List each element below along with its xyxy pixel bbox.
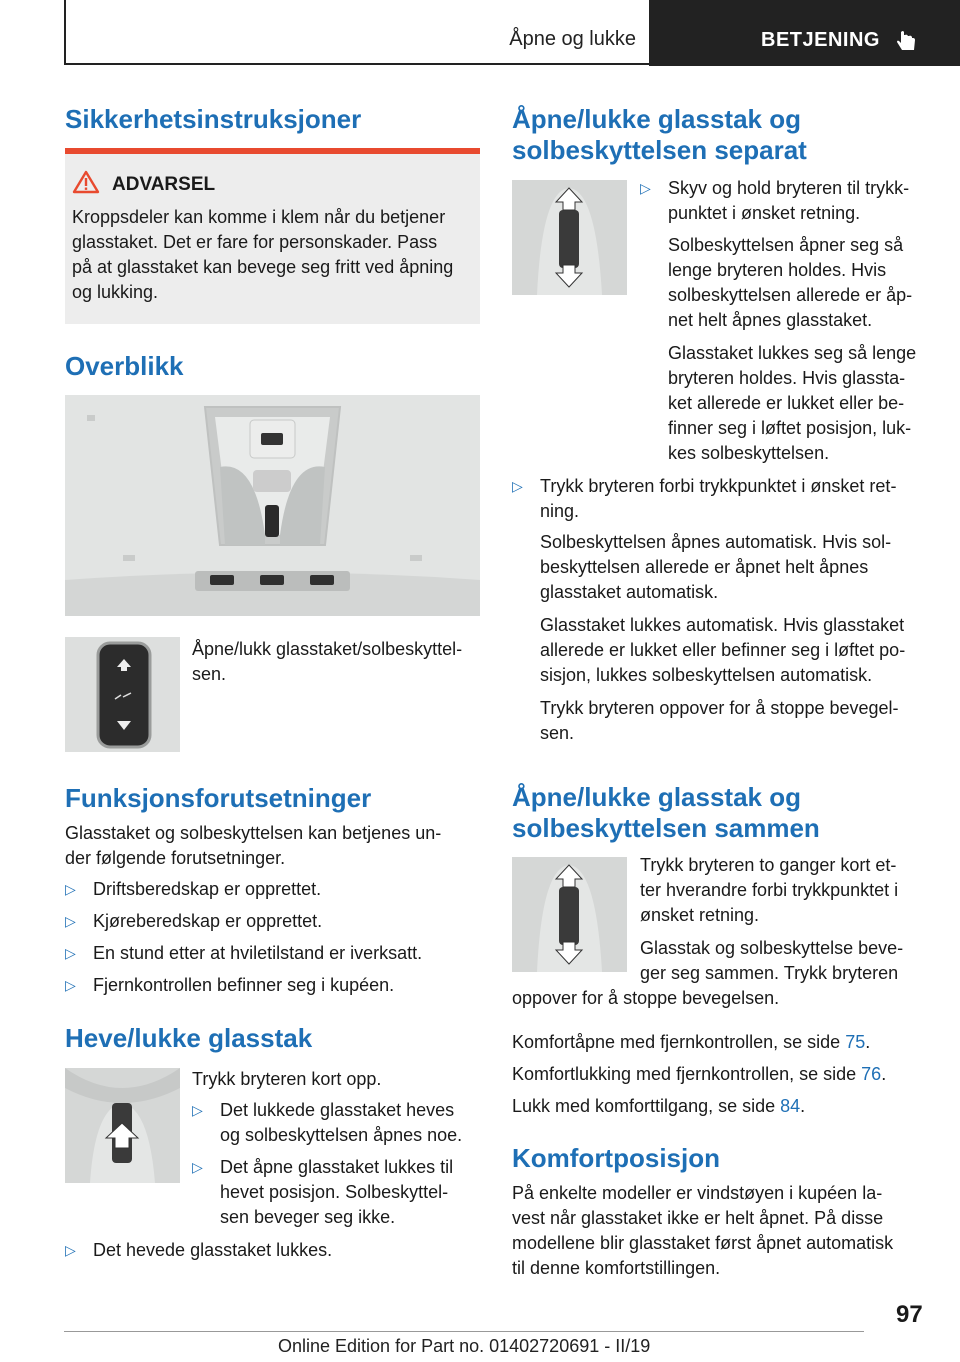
separate-para: bryteren holdes. Hvis glassta- [668,368,906,388]
separate-para: Glasstaket lukkes automatisk. Hvis glasstaket [540,615,905,635]
header-rule-horizontal [64,63,649,65]
separate-para: net helt åpnes glasstaket. [668,310,873,330]
cross-reference: Lukk med komforttilgang, se side 84. [512,1096,806,1116]
warning-line: glasstaket. Det er fare for personskader. Pass [72,232,438,252]
safety-heading: Sikkerhetsinstruksjoner [65,104,362,134]
separate-heading-line: Åpne/lukke glasstak og [512,104,801,134]
together-heading-line: solbeskyttelsen sammen [512,813,820,843]
prereq-item: ▷ En stund etter at hviletilstand er iverksatt. [65,941,480,966]
prereq-intro-line: der følgende forutsetninger. [65,848,286,868]
together-line: ger seg sammen. Trykk bryteren [640,963,899,983]
separate-item: ▷ Skyv og hold bryteren til trykk- punktet i ønsket retning. [640,178,910,223]
together-heading-line: Åpne/lukke glasstak og [512,782,801,812]
bullet-triangle-icon: ▷ [65,913,76,929]
together-switch-image [512,857,627,972]
separate-para: lenge bryteren holdes. Hvis [668,260,887,280]
comfort-line: til denne komfortstillingen. [512,1258,721,1278]
together-line: oppover for å stoppe bevegelsen. [512,988,780,1008]
separate-heading-line: solbeskyttelsen separat [512,135,807,165]
raise-intro: Trykk bryteren kort opp. [192,1069,382,1089]
raise-item: ▷ Det åpne glasstaket lukkes til hevet posisjon. Solbeskyttel- sen beveger seg ikke. [192,1157,454,1227]
warning-line: på at glasstaket kan bevege seg fritt ved åpning [72,257,454,277]
separate-para: solbeskyttelsen allerede er åp- [668,285,913,305]
comfort-line: vest når glasstaket ikke er helt åpnet. På disse [512,1208,884,1228]
cross-reference: Komfortåpne med fjernkontrollen, se side 75. [512,1032,871,1052]
comfort-heading: Komfortposisjon [512,1143,720,1173]
separate-para: finner seg i løftet posisjon, luk- [668,418,912,438]
page-link[interactable]: 84 [780,1096,801,1116]
bullet-triangle-icon: ▷ [65,977,76,993]
raise-item: ▷ Det lukkede glasstaket heves og solbeskyttelsen åpnes noe. [192,1100,463,1145]
roof-switch-image [65,637,180,752]
together-line: Trykk bryteren to ganger kort et- [640,855,897,875]
header-chapter-tab [649,0,960,66]
cross-reference: Komfortlukking med fjernkontrollen, se side 76. [512,1064,887,1084]
header-rule-vertical [64,0,66,64]
warning-line: og lukking. [72,282,159,302]
separate-para: Trykk bryteren oppover for å stoppe bevegel- [540,698,899,718]
together-line: ter hverandre forbi trykkpunktet i [640,880,899,900]
prereq-item: ▷ Kjøreberedskap er opprettet. [65,909,480,934]
page-link[interactable]: 76 [861,1064,882,1084]
switch-caption-line: Åpne/lukk glasstaket/solbeskyttel- [192,639,463,659]
bullet-triangle-icon: ▷ [192,1159,203,1175]
roof-console-image [65,395,480,616]
bullet-triangle-icon: ▷ [512,478,523,494]
separate-para: Solbeskyttelsen åpner seg så [668,235,904,255]
bullet-triangle-icon: ▷ [192,1102,203,1118]
bullet-triangle-icon: ▷ [65,945,76,961]
warning-label: ADVARSEL [112,174,216,195]
separate-para: Glasstaket lukkes seg så lenge [668,343,917,363]
separate-para: beskyttelsen allerede er åpnet helt åpnes [540,557,869,577]
header-chapter-title: BETJENING [761,29,880,51]
separate-para: allerede er lukket eller befinner seg i løftet po- [540,640,906,660]
prereq-intro-line: Glasstaket og solbeskyttelsen kan betjenes un- [65,823,442,843]
separate-para: ket allerede er lukket eller be- [668,393,905,413]
separate-para: glasstaket automatisk. [540,582,719,602]
separate-para: sen. [540,723,575,743]
comfort-line: På enkelte modeller er vindstøyen i kupéen la- [512,1183,883,1203]
together-line: ønsket retning. [640,905,760,925]
bullet-triangle-icon: ▷ [640,180,651,196]
prereq-item: ▷ Fjernkontrollen befinner seg i kupéen. [65,973,480,998]
overview-heading: Overblikk [65,351,184,381]
separate-para: Solbeskyttelsen åpnes automatisk. Hvis sol- [540,532,892,552]
together-line: Glasstak og solbeskyttelse beve- [640,938,904,958]
page-link[interactable]: 75 [845,1032,866,1052]
warning-triangle-icon [72,170,100,194]
raise-heading: Heve/lukke glasstak [65,1023,313,1053]
raise-switch-image [65,1068,180,1183]
comfort-line: modellene blir glasstaket først åpnet automatisk [512,1233,894,1253]
footer-rule [64,1331,864,1332]
separate-para: sisjon, lukkes solbeskyttelsen automatisk. [540,665,873,685]
bullet-triangle-icon: ▷ [65,881,76,897]
prereq-heading: Funksjonsforutsetninger [65,783,372,813]
raise-item: ▷ Det hevede glasstaket lukkes. [65,1238,480,1263]
separate-switch-image [512,180,627,295]
bullet-triangle-icon: ▷ [65,1242,76,1258]
warning-line: Kroppsdeler kan komme i klem når du betjener [72,207,446,227]
page-number: 97 [896,1301,923,1328]
hand-pointer-icon [893,28,919,54]
separate-item: ▷ Trykk bryteren forbi trykkpunktet i ønsket ret- ning. [512,476,897,521]
footer-edition: Online Edition for Part no. 01402720691 - II/19 [278,1336,651,1356]
separate-para: kes solbeskyttelsen. [668,443,830,463]
switch-caption-line: sen. [192,664,227,684]
prereq-item: ▷ Driftsberedskap er opprettet. [65,877,480,902]
header-section-title: Åpne og lukke [509,28,636,50]
